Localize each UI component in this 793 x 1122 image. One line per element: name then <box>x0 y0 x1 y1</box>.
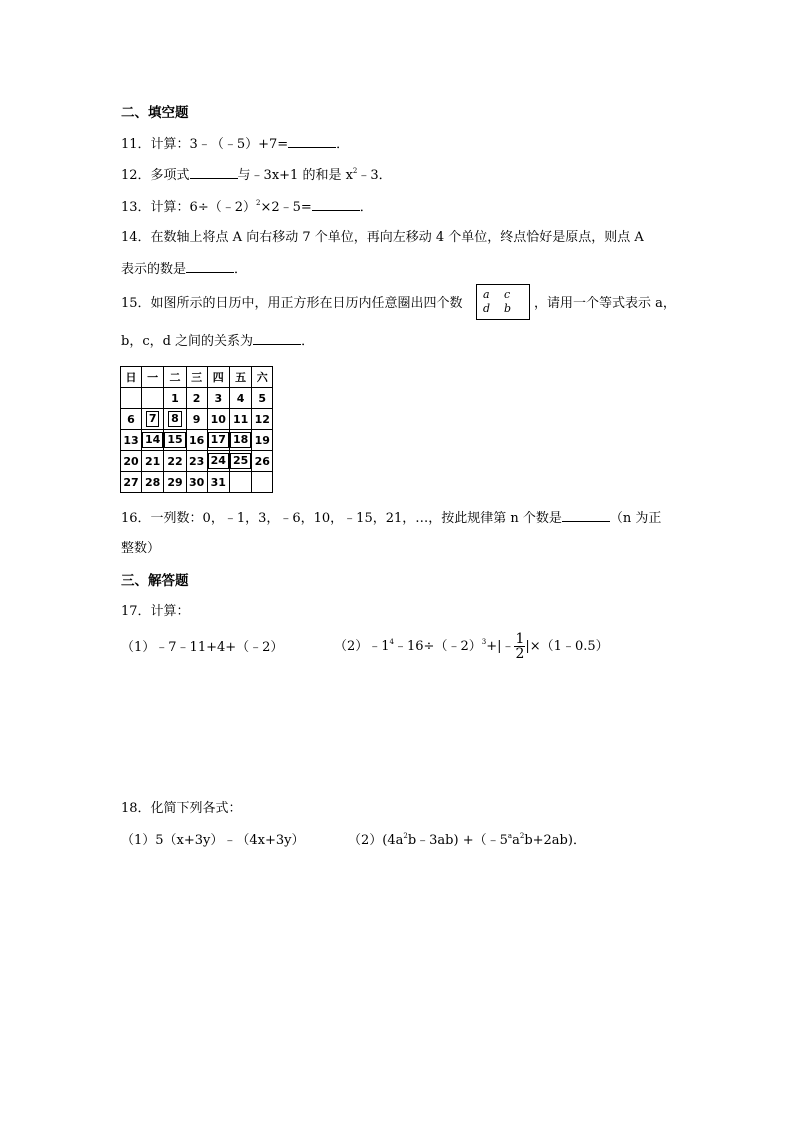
calendar-header: 三 <box>186 367 207 388</box>
calendar-cell: 12 <box>252 409 273 430</box>
question-13-pre: 13．计算：6÷（﹣2） <box>121 200 256 215</box>
question-16-line-1 <box>121 509 661 528</box>
q17-p2-d: |×（1﹣0.5） <box>525 639 609 654</box>
calendar-cell-boxed <box>207 451 229 472</box>
calendar-cell: 2 <box>186 388 207 409</box>
calendar-cell: 16 <box>186 430 207 451</box>
calendar-table <box>120 366 273 493</box>
calendar-cell: 1 <box>164 388 186 409</box>
figure-letter-d: d <box>483 302 491 315</box>
question-17-title: 17．计算： <box>121 604 190 619</box>
calendar-header: 日 <box>121 367 142 388</box>
figure-letter-a: a <box>483 288 490 301</box>
question-17-part-2 <box>334 632 609 662</box>
question-17-part-1: （1）﹣7﹣11+4+（﹣2） <box>121 640 284 655</box>
calendar-box-value: 17 <box>208 432 229 448</box>
q18-p2-exponent-3: 2 <box>519 832 525 840</box>
answer-blank-13[interactable] <box>312 198 360 211</box>
calendar-header: 二 <box>164 367 186 388</box>
abcd-square-figure <box>476 284 530 320</box>
question-18-part-2 <box>348 832 586 850</box>
question-12-post: ﹣3． <box>357 168 392 183</box>
fraction-denominator: 2 <box>515 646 525 662</box>
answer-blank-12[interactable] <box>190 166 238 179</box>
calendar-box-value: 15 <box>164 432 185 448</box>
calendar-cell: 27 <box>121 472 142 493</box>
question-11-text: 11．计算：3﹣（﹣5）+7= <box>121 137 289 152</box>
question-15-line-1-post: ，请用一个等式表示 a， <box>534 296 676 311</box>
q18-p2-exponent-1: 2 <box>403 832 408 840</box>
q17-p2-c: +|﹣ <box>486 639 515 654</box>
question-12-exponent: 2 <box>352 167 358 175</box>
question-15-line-1-pre: 15．如图所示的日历中，用正方形在日历内任意圈出四个数 <box>121 296 463 311</box>
q18-p2-exponent-2: a <box>507 832 513 840</box>
calendar-row <box>121 388 273 409</box>
calendar-cell: 31 <box>207 472 229 493</box>
q17-p2-exponent-1: 4 <box>389 638 395 646</box>
calendar-cell-boxed <box>229 451 251 472</box>
calendar-cell: 30 <box>186 472 207 493</box>
calendar-header: 一 <box>142 367 164 388</box>
calendar-header-row <box>121 367 273 388</box>
calendar-box-value: 7 <box>146 411 160 427</box>
calendar-row <box>121 430 273 451</box>
calendar-cell: 19 <box>252 430 273 451</box>
question-16-line-2: 整数） <box>121 541 161 556</box>
question-15-pre: b，c，d 之间的关系为 <box>121 334 254 349</box>
question-11-end: ． <box>336 137 350 152</box>
calendar-cell: 20 <box>121 451 142 472</box>
calendar-cell <box>229 472 251 493</box>
question-14-line-1: 14．在数轴上将点 A 向右移动 7 个单位，再向左移动 4 个单位，终点恰好是原点，则点 A <box>121 230 644 245</box>
calendar-cell: 13 <box>121 430 142 451</box>
question-14-line-2 <box>121 260 247 279</box>
calendar-box-value: 14 <box>142 432 163 448</box>
answer-blank-14[interactable] <box>186 260 234 273</box>
calendar-cell: 6 <box>121 409 142 430</box>
calendar-cell-boxed <box>207 430 229 451</box>
calendar-row <box>121 451 273 472</box>
question-15-end: ． <box>301 334 315 349</box>
fraction-one-half <box>514 632 525 661</box>
question-16-pre: 16．一列数：0，﹣1，3，﹣6，10，﹣15，21，…，按此规律第 n 个数是 <box>121 511 562 526</box>
calendar-header: 五 <box>229 367 251 388</box>
calendar-header: 四 <box>207 367 229 388</box>
q18-p2-c: a <box>512 833 520 848</box>
section-heading-solve: 三、解答题 <box>121 573 189 589</box>
q18-p2-a: （2）(4a <box>348 833 404 848</box>
question-13-end: ． <box>359 200 373 215</box>
calendar-cell-boxed <box>164 409 186 430</box>
calendar-cell-boxed <box>142 409 164 430</box>
calendar-box-value: 18 <box>230 432 251 448</box>
fraction-numerator: 1 <box>515 631 525 647</box>
calendar-row <box>121 472 273 493</box>
calendar-cell: 4 <box>229 388 251 409</box>
question-16-post: （n 为正 <box>609 511 662 526</box>
calendar-cell: 9 <box>186 409 207 430</box>
calendar-cell: 10 <box>207 409 229 430</box>
question-13-exponent: 2 <box>255 199 261 207</box>
calendar-cell-boxed <box>229 430 251 451</box>
question-11 <box>121 135 349 154</box>
calendar-box-value: 8 <box>168 411 182 427</box>
calendar-cell <box>142 388 164 409</box>
calendar-cell: 22 <box>164 451 186 472</box>
calendar-cell-boxed <box>142 430 164 451</box>
question-13 <box>121 198 373 217</box>
calendar-header: 六 <box>252 367 273 388</box>
question-12-pre: 12．多项式 <box>121 168 190 183</box>
question-12 <box>121 166 392 185</box>
calendar-cell: 23 <box>186 451 207 472</box>
q18-p2-d: b+2ab)． <box>524 833 586 848</box>
calendar-cell <box>121 388 142 409</box>
calendar-cell-boxed <box>164 430 186 451</box>
calendar-box-value: 24 <box>208 453 229 469</box>
question-12-mid: 与﹣3x+1 的和是 x <box>237 168 353 183</box>
question-18-title: 18．化简下列各式： <box>121 801 242 816</box>
question-13-post: ×2﹣5= <box>260 200 312 215</box>
calendar-cell <box>252 472 273 493</box>
answer-blank-16[interactable] <box>562 509 610 522</box>
calendar-cell: 5 <box>252 388 273 409</box>
figure-letter-c: c <box>504 288 511 301</box>
calendar-cell: 28 <box>142 472 164 493</box>
calendar-cell: 11 <box>229 409 251 430</box>
answer-blank-11[interactable] <box>288 135 336 148</box>
figure-letter-b: b <box>504 302 512 315</box>
calendar-row <box>121 409 273 430</box>
calendar-cell: 3 <box>207 388 229 409</box>
calendar-cell: 21 <box>142 451 164 472</box>
answer-blank-15[interactable] <box>253 332 301 345</box>
question-14-pre: 表示的数是 <box>121 262 187 277</box>
question-14-end: ． <box>234 262 248 277</box>
q17-p2-exponent-2: 3 <box>481 638 487 646</box>
q18-p2-b: b﹣3ab) +（﹣5 <box>407 833 508 848</box>
calendar-box-value: 25 <box>230 453 251 469</box>
calendar-cell: 29 <box>164 472 186 493</box>
q17-p2-b: ﹣16÷（﹣2） <box>394 639 482 654</box>
question-15-line-2 <box>121 332 314 351</box>
section-heading-fill-blank: 二、填空题 <box>121 105 189 121</box>
q17-p2-a: （2）﹣1 <box>334 639 390 654</box>
calendar-cell: 26 <box>252 451 273 472</box>
question-18-part-1: （1）5（x+3y）﹣（4x+3y） <box>121 833 305 848</box>
